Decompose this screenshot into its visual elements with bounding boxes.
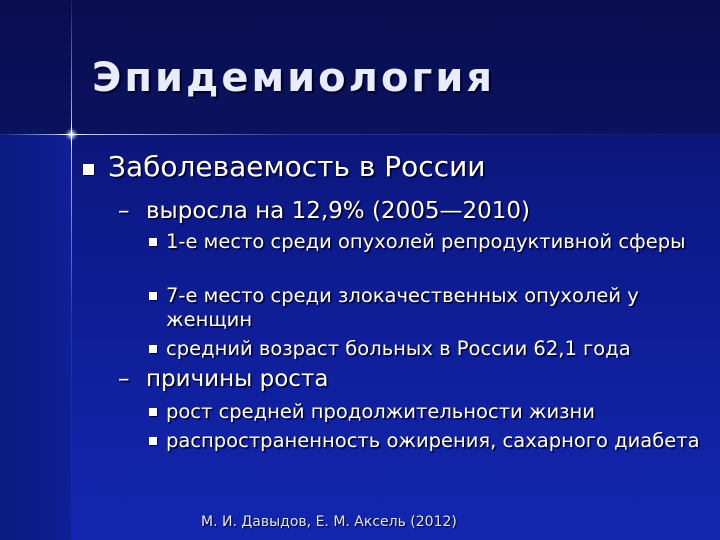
small-square-bullet-icon <box>149 292 157 300</box>
bullet-morbidity-text: Заболеваемость в России <box>108 150 486 183</box>
list-item-text: 7-е место среди злокачественных опухолей у женщин <box>166 284 639 331</box>
list-item-text: средний возраст больных в России 62,1 года <box>166 337 631 360</box>
small-square-bullet-icon <box>149 408 157 416</box>
list-item-text: распространенность ожирения, сахарного диабета <box>166 429 700 452</box>
slide-title: Эпидемиология <box>92 55 496 101</box>
list-item-text: рост средней продолжительности жизни <box>166 400 595 423</box>
citation-footer: М. И. Давыдов, Е. М. Аксель (2012) <box>201 514 457 530</box>
sub-bullet-causes-text: причины роста <box>146 366 329 392</box>
dash-marker: – <box>118 366 130 392</box>
square-bullet-icon <box>83 164 94 175</box>
small-square-bullet-icon <box>149 437 157 445</box>
sub-bullet-growth-text: выросла на 12,9% (2005—2010) <box>146 198 530 224</box>
small-square-bullet-icon <box>149 238 157 246</box>
small-square-bullet-icon <box>149 345 157 353</box>
list-item-text: 1-е место среди опухолей репродуктивной сферы <box>166 230 686 253</box>
dash-marker: – <box>118 198 130 224</box>
